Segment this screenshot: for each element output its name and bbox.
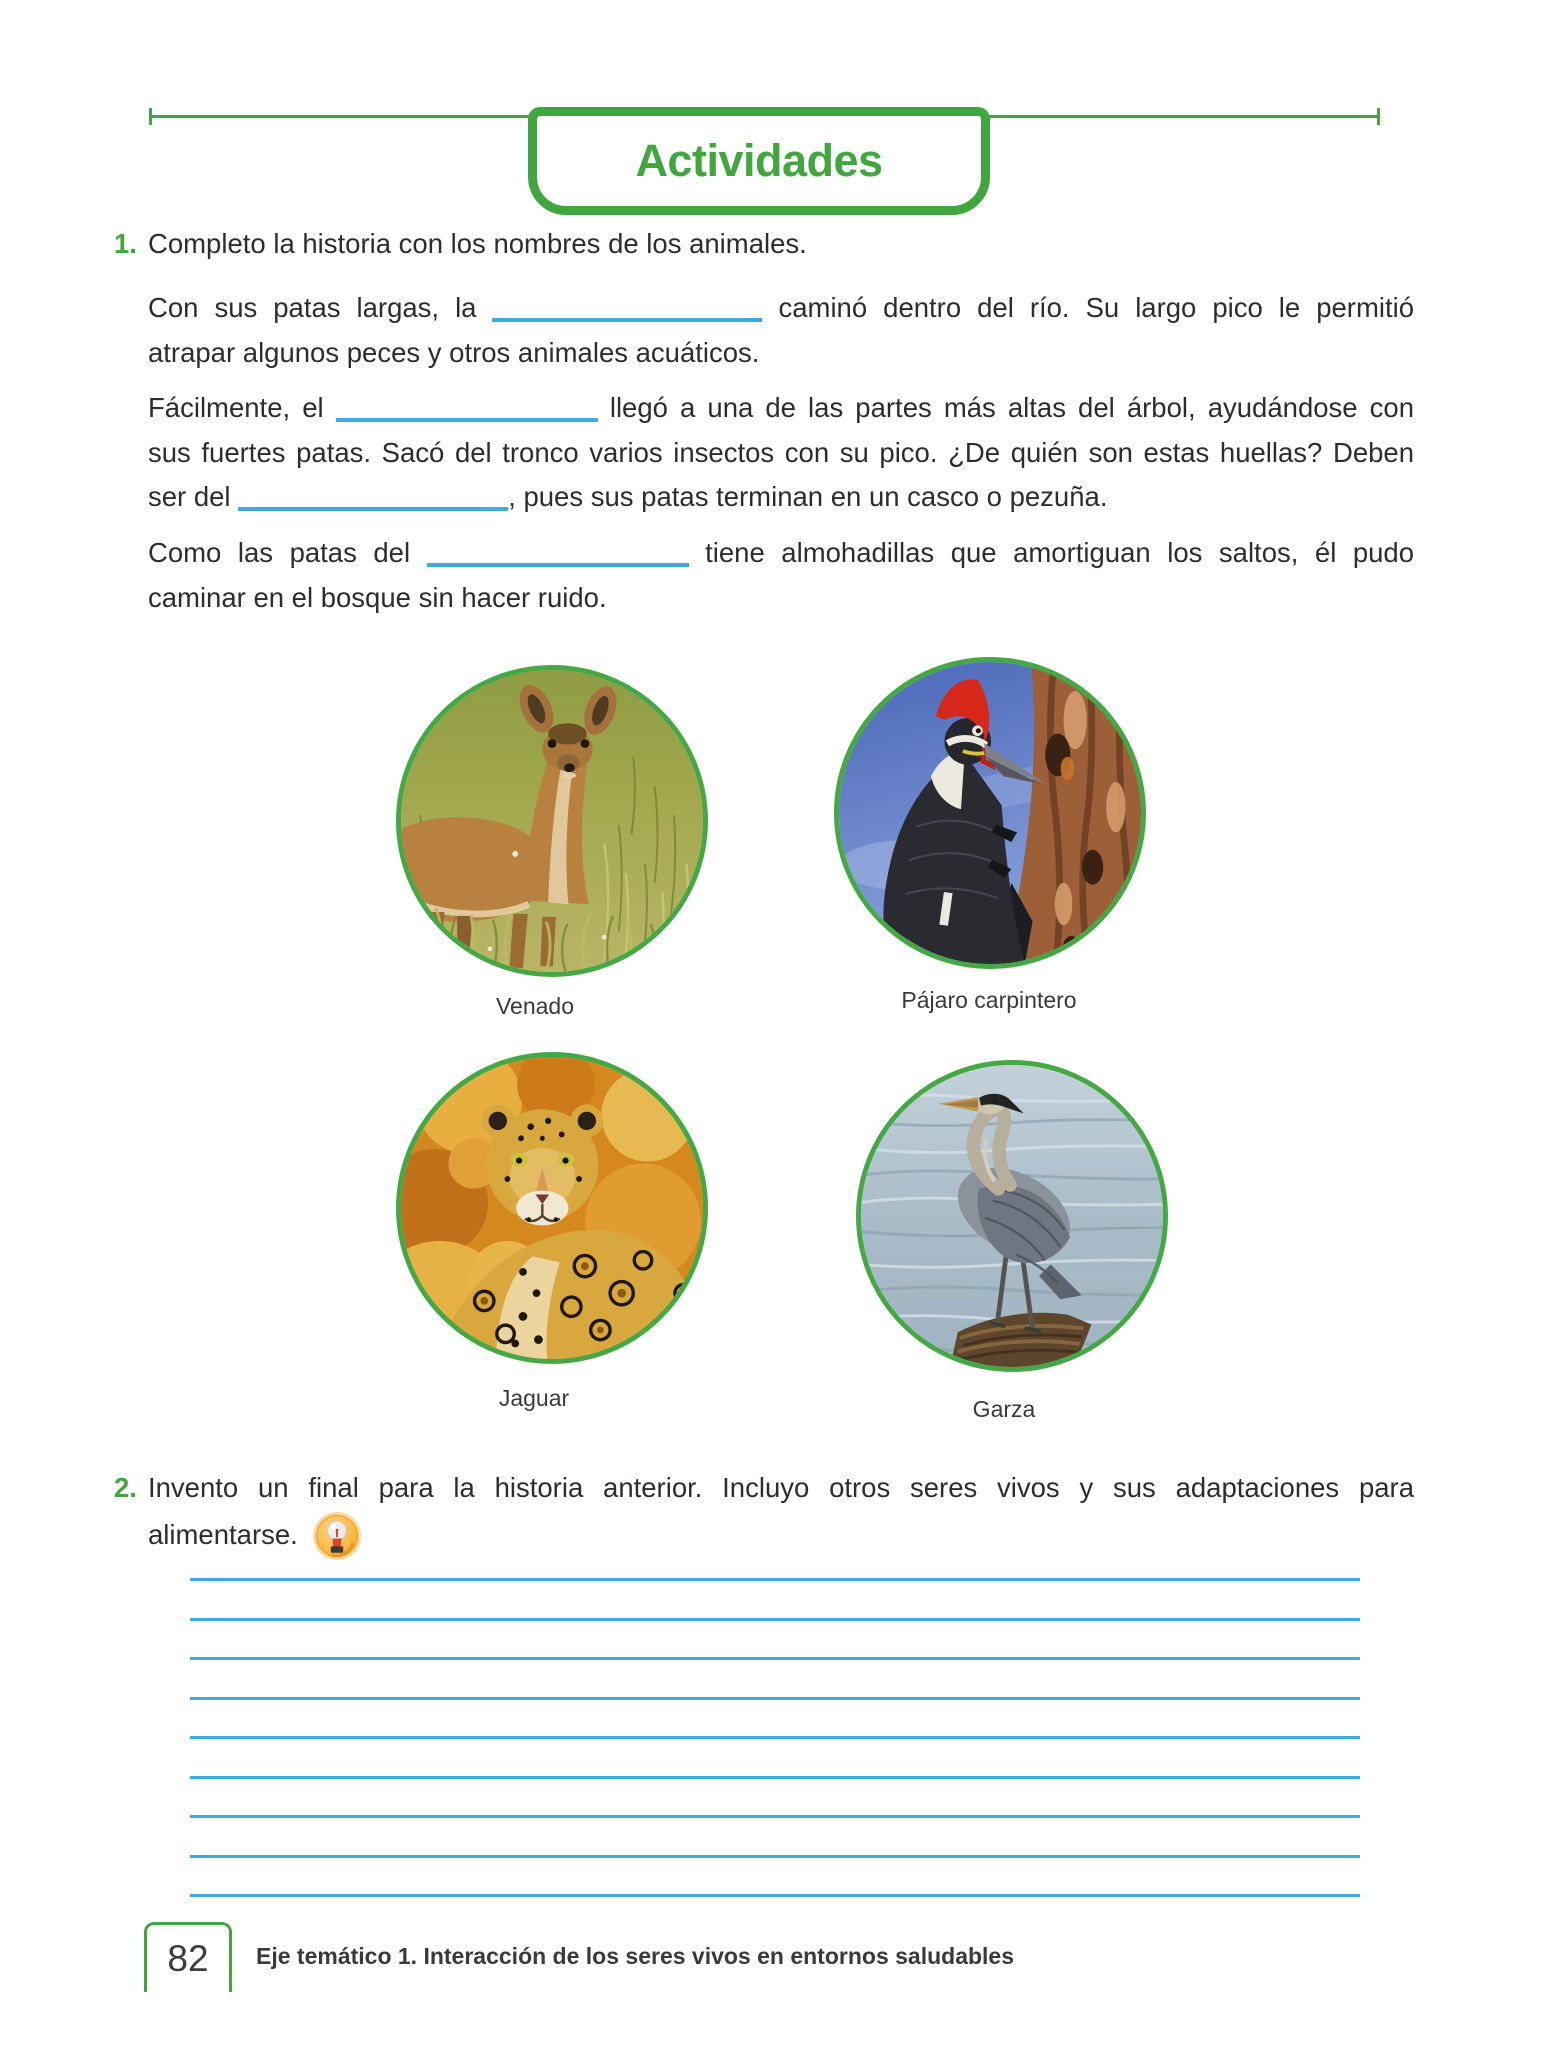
rule-end-tick [149, 108, 152, 125]
story-text: tiene almohadillas que amortiguan los saltos, él pudo [705, 537, 1415, 568]
page-number: 82 [167, 1937, 209, 1979]
page-title: Actividades [635, 135, 883, 186]
rule-end-tick [1377, 108, 1380, 125]
fill-in-blank-2[interactable] [336, 394, 598, 422]
venado-photo-circle [396, 665, 708, 977]
venado-caption: Venado [495, 993, 575, 1019]
venado-photo [401, 670, 703, 972]
jaguar-caption: Jaguar [498, 1385, 570, 1411]
writing-line[interactable] [190, 1736, 1360, 1739]
jaguar-photo-circle [396, 1052, 708, 1364]
jaguar-photo [401, 1057, 703, 1359]
garza-photo [861, 1065, 1163, 1367]
footer-theme-text: Eje temático 1. Interacción de los seres vivos en entornos saludables [256, 1943, 1015, 1969]
garza-photo-circle [856, 1060, 1168, 1372]
activity1-prompt: Completo la historia con los nombres de los animales. [148, 228, 807, 259]
story-line: sus fuertes patas. Sacó del tronco varios insectos con su pico. ¿De quién son estas huellas? Deben [148, 436, 1414, 468]
writing-lines [190, 1578, 1360, 1934]
story-line [148, 531, 1414, 576]
writing-line[interactable] [190, 1618, 1360, 1621]
story-line [148, 475, 1414, 520]
story-text: Con sus patas largas, la [148, 292, 477, 323]
idea-lightbulb-icon [312, 1511, 362, 1561]
writing-line[interactable] [190, 1855, 1360, 1858]
writing-line[interactable] [190, 1776, 1360, 1779]
pajaro-carpintero-photo-circle [834, 657, 1146, 969]
activity1-number: 1. [114, 228, 137, 259]
story-line: caminar en el bosque sin hacer ruido. [148, 581, 607, 613]
writing-line[interactable] [190, 1894, 1360, 1897]
pajaro-carpintero-caption: Pájaro carpintero [901, 987, 1077, 1013]
activity2-prompt-line2: alimentarse. [148, 1519, 298, 1551]
section-title-badge [528, 107, 990, 215]
page-number-box [144, 1922, 232, 1992]
story-text: ser del [148, 481, 231, 512]
writing-line[interactable] [190, 1697, 1360, 1700]
story-paragraph-2 [148, 386, 1414, 520]
story-paragraph-1 [148, 286, 1414, 375]
pajaro-carpintero-photo [839, 662, 1141, 964]
story-text: , pues sus patas terminan en un casco o pezuña. [508, 481, 1108, 512]
garza-caption: Garza [972, 1396, 1036, 1422]
fill-in-blank-3[interactable] [238, 483, 508, 511]
activity2-prompt-row [114, 1466, 1414, 1561]
story-line [148, 386, 1414, 431]
story-text: caminó dentro del río. Su largo pico le permitió [778, 292, 1415, 323]
activity2-prompt-line1: Invento un final para la historia anterior. Incluyo otros seres vivos y sus adaptaciones para [148, 1472, 1414, 1503]
story-line [148, 286, 1414, 331]
story-text: Fácilmente, el [148, 392, 324, 423]
writing-line[interactable] [190, 1815, 1360, 1818]
writing-line[interactable] [190, 1657, 1360, 1660]
story-text: llegó a una de las partes más altas del árbol, ayudándose con [609, 392, 1415, 423]
story-line: atrapar algunos peces y otros animales acuáticos. [148, 336, 760, 368]
story-text: Como las patas del [148, 537, 411, 568]
fill-in-blank-4[interactable] [427, 539, 689, 567]
writing-line[interactable] [190, 1578, 1360, 1581]
activity2-number: 2. [114, 1472, 137, 1503]
story-paragraph-3 [148, 531, 1414, 620]
activity1-prompt-row [114, 222, 1414, 267]
fill-in-blank-1[interactable] [492, 294, 762, 322]
